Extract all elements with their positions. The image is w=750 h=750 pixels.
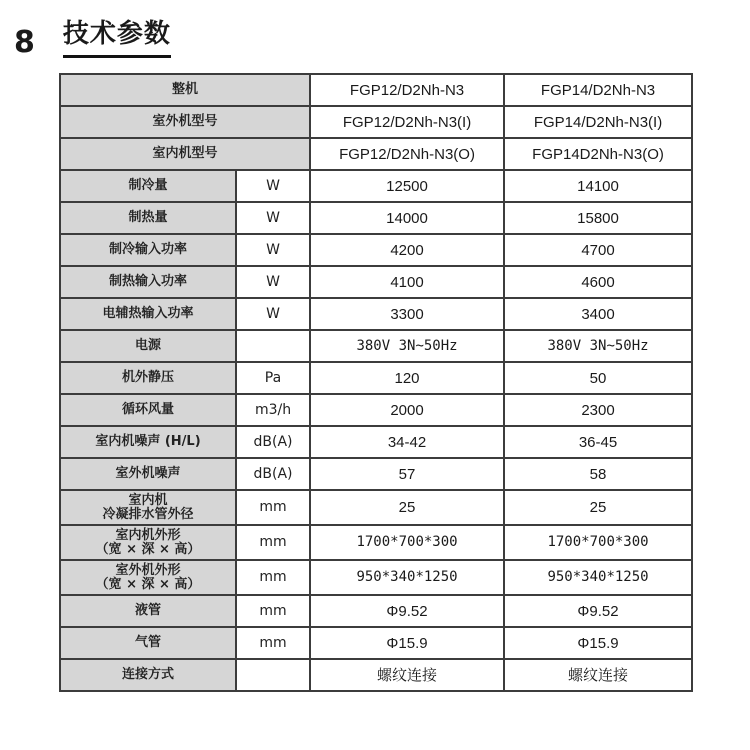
row-label: 制热输入功率 [60, 266, 236, 298]
row-unit: mm [236, 560, 310, 595]
value-model-1: 4100 [310, 266, 504, 298]
value-model-1: 120 [310, 362, 504, 394]
value-model-2: 15800 [504, 202, 692, 234]
value-model-2: 3400 [504, 298, 692, 330]
value-model-1: Φ9.52 [310, 595, 504, 627]
section-number: 8 [14, 25, 35, 60]
row-unit: mm [236, 490, 310, 525]
row-unit: W [236, 298, 310, 330]
table-row [60, 330, 692, 362]
value-model-2: 950*340*1250 [504, 560, 692, 595]
value-model-1: Φ15.9 [310, 627, 504, 659]
row-unit: dB(A) [236, 458, 310, 490]
section-title: 技术参数 [63, 19, 171, 58]
value-model-2: 14100 [504, 170, 692, 202]
table-row [60, 170, 692, 202]
table-row [60, 266, 692, 298]
table-row [60, 138, 692, 170]
value-model-2: FGP14/D2Nh-N3(I) [504, 106, 692, 138]
row-label: 制冷输入功率 [60, 234, 236, 266]
row-unit: W [236, 234, 310, 266]
value-model-1: 12500 [310, 170, 504, 202]
value-model-1: 25 [310, 490, 504, 525]
row-unit: Pa [236, 362, 310, 394]
value-model-1: FGP12/D2Nh-N3(I) [310, 106, 504, 138]
value-model-1: 2000 [310, 394, 504, 426]
value-model-1: 1700*700*300 [310, 525, 504, 560]
table-row [60, 490, 692, 525]
table-row [60, 362, 692, 394]
row-label: 连接方式 [60, 659, 236, 691]
value-model-2: Φ15.9 [504, 627, 692, 659]
row-label: 气管 [60, 627, 236, 659]
section-header [14, 14, 171, 58]
value-model-1: FGP12/D2Nh-N3 [310, 74, 504, 106]
row-label: 整机 [60, 74, 310, 106]
row-label: 液管 [60, 595, 236, 627]
row-unit [236, 659, 310, 691]
row-label: 制热量 [60, 202, 236, 234]
row-label: 循环风量 [60, 394, 236, 426]
table-row [60, 560, 692, 595]
table-row [60, 595, 692, 627]
row-unit: dB(A) [236, 426, 310, 458]
row-unit [236, 330, 310, 362]
row-unit: mm [236, 627, 310, 659]
table-row [60, 659, 692, 691]
table-row [60, 458, 692, 490]
row-label: 室外机型号 [60, 106, 310, 138]
row-unit: mm [236, 525, 310, 560]
table-row [60, 74, 692, 106]
row-unit: W [236, 202, 310, 234]
row-label: 室内机 冷凝排水管外径 [60, 490, 236, 525]
row-label: 室内机外形 （宽 × 深 × 高） [60, 525, 236, 560]
table-row [60, 298, 692, 330]
row-unit: W [236, 170, 310, 202]
value-model-1: 950*340*1250 [310, 560, 504, 595]
value-model-2: 2300 [504, 394, 692, 426]
table-row [60, 234, 692, 266]
row-label: 室内机型号 [60, 138, 310, 170]
value-model-1: 380V 3N~50Hz [310, 330, 504, 362]
table-row [60, 627, 692, 659]
table-row [60, 202, 692, 234]
value-model-2: FGP14D2Nh-N3(O) [504, 138, 692, 170]
spec-table-body [60, 74, 692, 691]
row-label: 电辅热输入功率 [60, 298, 236, 330]
row-label: 制冷量 [60, 170, 236, 202]
value-model-1: FGP12/D2Nh-N3(O) [310, 138, 504, 170]
row-label: 室内机噪声 (H/L) [60, 426, 236, 458]
value-model-1: 57 [310, 458, 504, 490]
value-model-2: 50 [504, 362, 692, 394]
row-unit: m3/h [236, 394, 310, 426]
row-label: 室外机噪声 [60, 458, 236, 490]
row-label: 机外静压 [60, 362, 236, 394]
value-model-2: 4700 [504, 234, 692, 266]
value-model-2: 螺纹连接 [504, 659, 692, 691]
table-row [60, 394, 692, 426]
value-model-2: Φ9.52 [504, 595, 692, 627]
table-row [60, 106, 692, 138]
value-model-2: FGP14/D2Nh-N3 [504, 74, 692, 106]
row-label: 电源 [60, 330, 236, 362]
value-model-2: 36-45 [504, 426, 692, 458]
value-model-1: 14000 [310, 202, 504, 234]
value-model-2: 58 [504, 458, 692, 490]
value-model-2: 380V 3N~50Hz [504, 330, 692, 362]
table-row [60, 525, 692, 560]
value-model-2: 1700*700*300 [504, 525, 692, 560]
value-model-1: 螺纹连接 [310, 659, 504, 691]
value-model-2: 4600 [504, 266, 692, 298]
value-model-1: 3300 [310, 298, 504, 330]
row-unit: W [236, 266, 310, 298]
row-label: 室外机外形 （宽 × 深 × 高） [60, 560, 236, 595]
value-model-2: 25 [504, 490, 692, 525]
spec-table [59, 73, 693, 692]
row-unit: mm [236, 595, 310, 627]
table-row [60, 426, 692, 458]
value-model-1: 34-42 [310, 426, 504, 458]
value-model-1: 4200 [310, 234, 504, 266]
